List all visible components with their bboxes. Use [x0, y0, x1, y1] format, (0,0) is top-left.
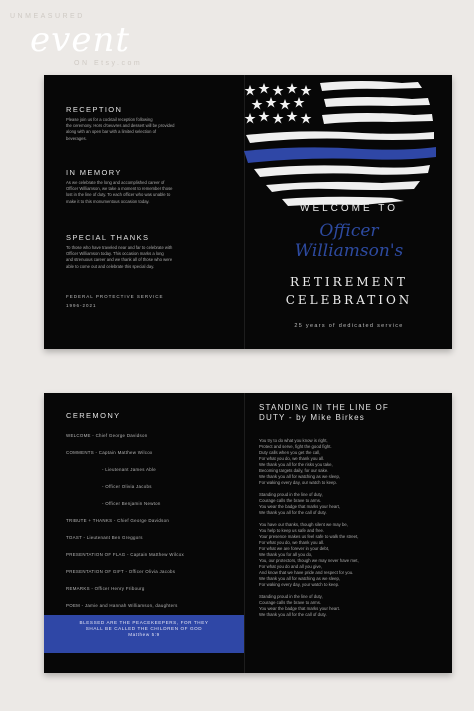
poem-line: For waking every day, your watch to keep.	[259, 582, 340, 587]
poem-line: You wear the badge that marks your heart.	[259, 606, 341, 611]
ceremony-item: COMMENTS - Captain Matthew Wilcox	[66, 450, 153, 455]
service-years: 1996-2021	[66, 303, 97, 308]
retirement-title: RETIREMENT	[290, 275, 408, 289]
poem-line: We thank you all for watching as we sleep,	[259, 576, 341, 581]
thanks-text: To those who have traveled near and far to celebrate with Officer Williamson today. This occasion marks a long and strenuous career and we thank all of those who were able to come out and celebrate this special day.	[66, 245, 173, 269]
ceremony-item: - Officer Olivia Jacobs	[102, 484, 152, 489]
ceremony-item: - Officer Benjamin Newton	[102, 501, 161, 506]
poem-line: Becoming targets daily, for our sake.	[259, 468, 329, 473]
thanks-heading: SPECIAL THANKS	[66, 233, 150, 242]
reception-text: Please join us for a cocktail reception following the ceremony. Hors d'oeuvres and dessert will be provided along with an open bar with a limited selection of beverages.	[66, 117, 175, 141]
poem-line: Standing proud in the line of duty,	[259, 492, 323, 497]
poem-line: Protect and serve, fight the good fight.	[259, 444, 332, 449]
poem-line: For what you do and all you give,	[259, 564, 323, 569]
thin-blue-line-flag-icon	[242, 77, 438, 217]
blessing-line: BLESSED ARE THE PEACEKEEPERS, FOR THEY	[79, 620, 209, 625]
memory-text: As we celebrate the long and accomplished career of Officer Williamson, we take a moment to remember those lost in the line of duty. To each officer who was unable to make it to this monumentous occasion today.	[66, 180, 173, 204]
poem-line: For waking every day, our watch to keep.	[259, 480, 338, 485]
memory-heading: IN MEMORY	[66, 168, 122, 177]
ceremony-item: POEM - Jamie and Hannah Williamson, daughters	[66, 603, 178, 608]
poem-line: Standing proud in the line of duty,	[259, 594, 323, 599]
poem-line: For what we are forever in your debt,	[259, 546, 330, 551]
blessing-line: SHALL BE CALLED THE CHILDREN OF GOD	[85, 626, 203, 631]
poem-line: We thank you all for the risks you take,	[259, 462, 333, 467]
honoree-name-line2: Williamson's	[294, 241, 404, 261]
poem-line: We thank you all for the call of duty.	[259, 510, 327, 515]
logo-top-text: UNMEASURED	[10, 13, 85, 20]
ceremony-item: PRESENTATION OF FLAG - Captain Matthew Wilcox	[66, 552, 185, 557]
logo-bottom-text: ON Etsy.com	[74, 60, 143, 67]
blessing-banner	[44, 615, 244, 653]
logo-script-text: event	[30, 20, 131, 60]
ceremony-heading: CEREMONY	[66, 411, 121, 420]
fold-line	[244, 393, 245, 673]
poem-line: We thank you all for the call of duty.	[259, 612, 327, 617]
ceremony-item: TRIBUTE + THANKS - Chief George Davidson	[66, 518, 170, 523]
program-cover	[44, 75, 452, 349]
honoree-name-line1: Officer	[319, 221, 379, 241]
ceremony-item: - Lieutenant James Able	[102, 467, 157, 472]
poem-line: You, our protectors, though we may never have met,	[259, 558, 359, 563]
poem-line: You help to keep us safe and free.	[259, 528, 325, 533]
ceremony-item: PRESENTATION OF GIFT - Officer Olivia Jacobs	[66, 569, 176, 574]
ceremony-item: WELCOME - Chief George Davidson	[66, 433, 148, 438]
service-name: FEDERAL PROTECTIVE SERVICE	[66, 294, 164, 299]
welcome-text: WELCOME TO	[300, 203, 398, 214]
celebration-title: CELEBRATION	[285, 293, 413, 307]
poem-line: Duty calls when you get the call,	[259, 450, 321, 455]
poem-line: We thank you for all you do,	[259, 552, 313, 557]
ceremony-item: TOAST - Lieutenant Ben Greggors	[66, 535, 143, 540]
ceremony-item: REMARKS - Officer Henry Fribourg	[66, 586, 145, 591]
poem-line: You have our thanks, though silent we may be,	[259, 522, 348, 527]
poem-line: You wear the badge that marks your heart,	[259, 504, 341, 509]
blessing-citation: Matthew 5:9	[128, 632, 160, 637]
poem-line: And know that we have pride and respect for you.	[259, 570, 354, 575]
poem-line: For what you do, we thank you all.	[259, 456, 325, 461]
etsy-shop-logo	[0, 0, 200, 80]
poem-line: Your presence makes us feel safe to walk the street,	[259, 534, 359, 539]
years-of-service: 25 years of dedicated service	[294, 323, 404, 329]
poem-title: STANDING IN THE LINE OF DUTY - by Mike Birkes	[259, 403, 389, 422]
poem-line: For what you do, we thank you all.	[259, 540, 325, 545]
reception-heading: RECEPTION	[66, 105, 123, 114]
poem-line: Courage calls the brave to arms.	[259, 498, 322, 503]
program-inside	[44, 393, 452, 673]
poem-line: Courage calls the brave to arms.	[259, 600, 322, 605]
poem-line: We thank you all for watching as we sleep,	[259, 474, 341, 479]
poem-line: You try to do what you know is right,	[259, 438, 328, 443]
